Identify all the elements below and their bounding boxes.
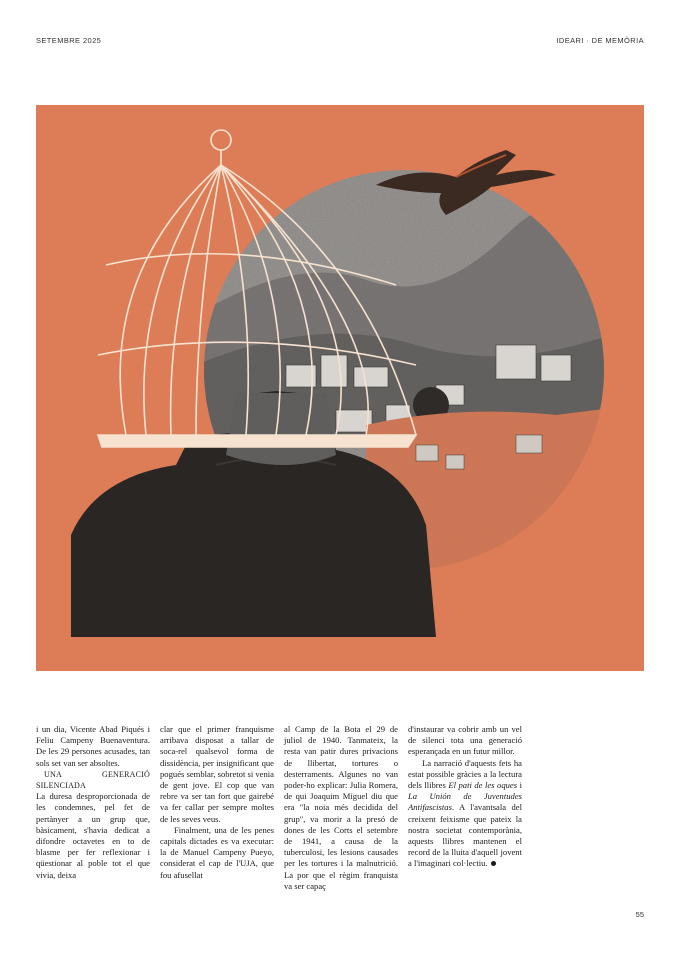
column-1 xyxy=(36,724,150,892)
article-body xyxy=(36,724,644,892)
paragraph: La duresa desproporcionada de les condemnes, pel fet de pertànyer a un grup que, bàsicament, s'havia dedicat a difondre octavetes en to de blasme per fer reflexionar i qüestionar al poble tot el que vivia, deixa xyxy=(36,791,150,880)
column-3 xyxy=(284,724,398,892)
header-section: IDEARI · DE MEMÒRIA xyxy=(556,36,644,45)
paragraph: i un dia, Vicente Abad Piqués i Feliu Campeny Buenaventura. De les 29 persones acusades, tan sols set van ser absoltes. xyxy=(36,724,150,768)
paragraph xyxy=(408,758,522,870)
column-2 xyxy=(160,724,274,892)
paragraph: d'instaurar va cobrir amb un vel de silenci tota una generació esperançada en un futur millor. xyxy=(408,724,522,757)
section-subhead: UNA GENERACIÓ SILENCIADA xyxy=(36,769,150,791)
header-date: SETEMBRE 2025 xyxy=(36,36,102,45)
text-run: i xyxy=(517,780,522,791)
book-title: La Unión de Juventudes Antifascistas xyxy=(408,791,522,813)
paragraph: Finalment, una de les penes capitals dictades es va executar: la de Manuel Campeny Pueyo, considerat el cap de l'UJA, que fou afusellat xyxy=(160,824,274,880)
collage-illustration xyxy=(36,105,644,671)
paragraph: al Camp de la Bota el 29 de juliol de 1940. Tanmateix, la resta van patir dures privacions de llibertat, tortures o desterraments. Algunes no van poder-ho explicar: Julia Romera, de qui Joaquim Miguel diu que era "la noia més decidida del grup", va morir a la presó de dones de les Corts el setembre de 1941, a causa de la tuberculosi, les lesions causades per les tortures i la malnutrició. La por que el règim franquista va ser capaç xyxy=(284,724,398,891)
text-run: La narració d'aquests fets ha estat possible gràcies a la lectura dels llibres xyxy=(408,757,522,791)
paragraph: clar que el primer franquisme arribava disposat a tallar de soca-rel qualsevol forma de dissidència, per insignificant que pogués semblar, sobretot si venia de gent jove. El cop que van rebre va ser tan fort que gairebé va fer callar per sempre moltes de les seves veus. xyxy=(160,724,274,824)
column-4 xyxy=(408,724,522,892)
page-number: 55 xyxy=(635,910,644,919)
text-run: . A l'avantsala del creixent feixisme que pateix la nostra societat contemporània, aquests llibres mantenen el record de la lluita d'aquell jovent a l'imaginari col·lectiu. xyxy=(408,802,522,869)
end-of-article-icon xyxy=(491,861,496,866)
book-title: El pati de les oques xyxy=(448,780,518,791)
